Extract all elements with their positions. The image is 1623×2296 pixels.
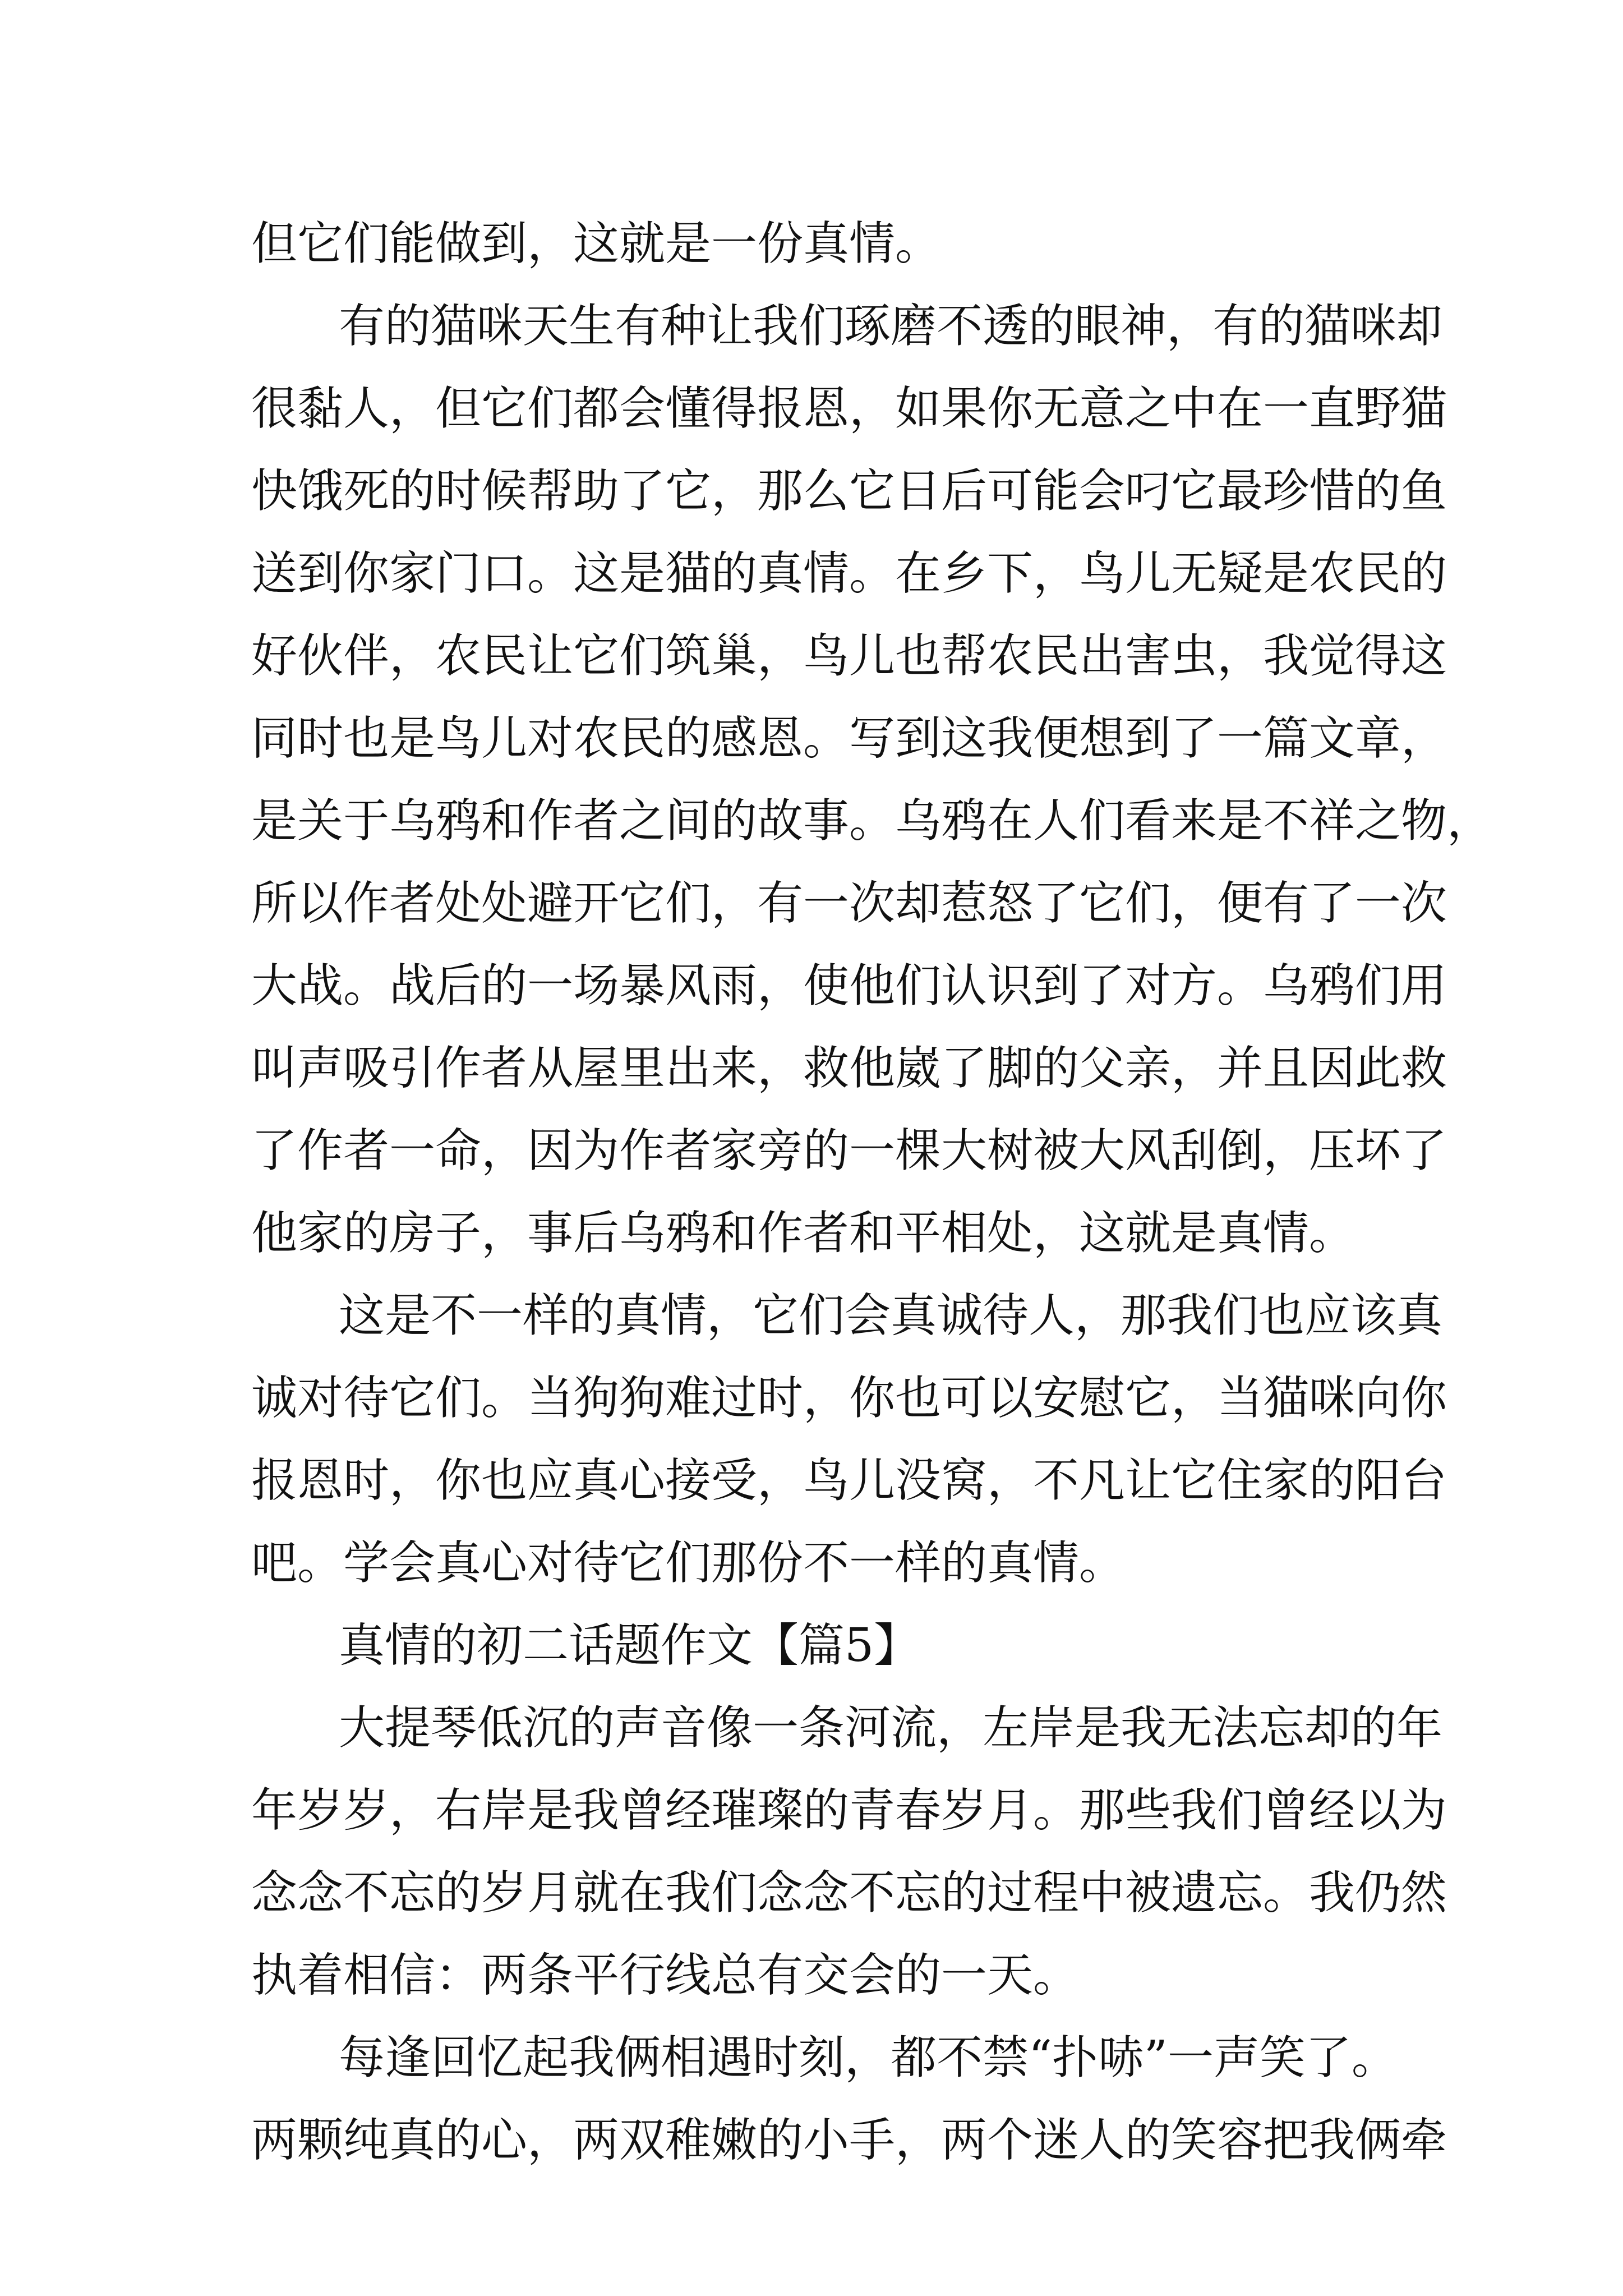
text-line: 吧。学会真心对待它们那份不一样的真情。 — [251, 1536, 1126, 1590]
text-line: 所以作者处处避开它们，有一次却惹怒了它们，便有了一次 — [251, 877, 1447, 930]
text-line: 两颗纯真的心，两双稚嫩的小手，两个迷人的笑容把我俩牵 — [251, 2114, 1447, 2167]
paragraph-start-line: 这是不一样的真情，它们会真诚待人，那我们也应该真 — [339, 1289, 1443, 1342]
text-line: 同时也是鸟儿对农民的感恩。写到这我便想到了一篇文章， — [251, 712, 1447, 765]
paragraph-start-line: 有的猫咪天生有种让我们琢磨不透的眼神，有的猫咪却 — [339, 300, 1443, 353]
text-line: 报恩时，你也应真心接受，鸟儿没窝，不凡让它住家的阳台 — [251, 1454, 1447, 1507]
section-heading: 真情的初二话题作文【篇5】 — [339, 1619, 920, 1672]
text-line: 很黏人，但它们都会懂得报恩，如果你无意之中在一直野猫 — [251, 382, 1447, 435]
text-line: 他家的房子，事后乌鸦和作者和平相处，这就是真情。 — [251, 1207, 1355, 1260]
text-line: 执着相信：两条平行线总有交会的一天。 — [251, 1949, 1080, 2002]
text-line: 快饿死的时候帮助了它，那么它日后可能会叼它最珍惜的鱼 — [251, 464, 1447, 518]
text-line: 大战。战后的一场暴风雨，使他们认识到了对方。乌鸦们用 — [251, 959, 1447, 1013]
text-line: 送到你家门口。这是猫的真情。在乡下，鸟儿无疑是农民的 — [251, 547, 1447, 600]
text-line: 了作者一命，因为作者家旁的一棵大树被大风刮倒，压坏了 — [251, 1124, 1447, 1177]
text-line: 年岁岁，右岸是我曾经璀璨的青春岁月。那些我们曾经以为 — [251, 1784, 1447, 1837]
text-line: 念念不忘的岁月就在我们念念不忘的过程中被遗忘。我仍然 — [251, 1866, 1447, 1920]
text-line: 好伙伴，农民让它们筑巢，鸟儿也帮农民出害虫，我觉得这 — [251, 629, 1447, 683]
text-line: 但它们能做到，这就是一份真情。 — [251, 217, 942, 270]
text-line: 是关于乌鸦和作者之间的故事。乌鸦在人们看来是不祥之物， — [251, 794, 1493, 848]
paragraph-start-line: 大提琴低沉的声音像一条河流，左岸是我无法忘却的年 — [339, 1701, 1443, 1755]
paragraph-start-line: 每逢回忆起我俩相遇时刻，都不禁“扑哧”一声笑了。 — [339, 2031, 1398, 2085]
text-line: 叫声吸引作者从屋里出来，救他崴了脚的父亲，并且因此救 — [251, 1042, 1447, 1095]
text-line: 诚对待它们。当狗狗难过时，你也可以安慰它，当猫咪向你 — [251, 1372, 1447, 1425]
